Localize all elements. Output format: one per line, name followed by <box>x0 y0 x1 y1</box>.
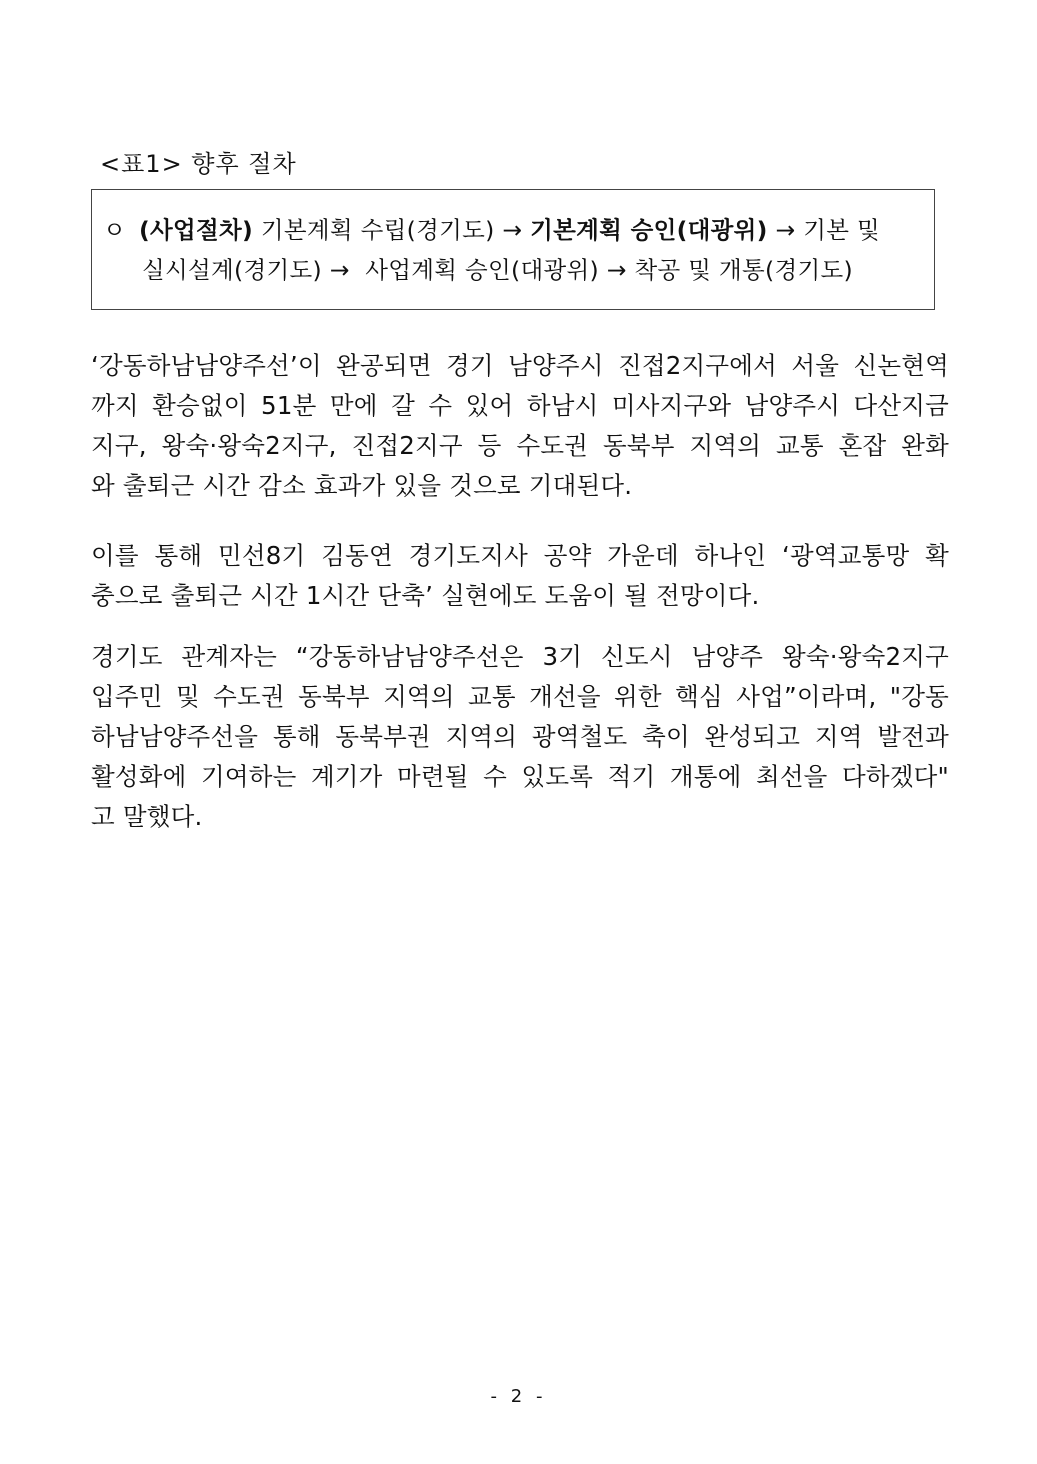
paragraph-line: 지구, 왕숙·왕숙2지구, 진접2지구 등 수도권 동북부 지역의 교통 혼잡 완화 <box>91 431 949 460</box>
procedure-line-1 <box>103 214 880 246</box>
bullet-icon: ㅇ <box>103 216 127 244</box>
procedure-line-2: 실시설계(경기도) → 사업계획 승인(대광위) → 착공 및 개통(경기도) <box>142 256 853 284</box>
paragraph-line: 입주민 및 수도권 동북부 지역의 교통 개선을 위한 핵심 사업”이라며, "강동 <box>91 682 949 711</box>
paragraph-line: 이를 통해 민선8기 김동연 경기도지사 공약 가운데 하나인 ‘광역교통망 확 <box>91 541 949 570</box>
paragraph-3 <box>91 637 949 837</box>
paragraph-line: 활성화에 기여하는 계기가 마련될 수 있도록 적기 개통에 최선을 다하겠다" <box>91 762 949 791</box>
table-caption: <표1> 향후 절차 <box>100 150 297 178</box>
paragraph-line: 와 출퇴근 시간 감소 효과가 있을 것으로 기대된다. <box>91 471 633 500</box>
paragraph-line: 고 말했다. <box>91 802 203 831</box>
procedure-box <box>91 189 935 310</box>
paragraph-line: 까지 환승없이 51분 만에 갈 수 있어 하남시 미사지구와 남양주시 다산지금 <box>91 391 949 420</box>
paragraph-2 <box>91 536 949 616</box>
procedure-label: (사업절차) <box>139 216 254 244</box>
paragraph-line: 경기도 관계자는 “강동하남남양주선은 3기 신도시 남양주 왕숙·왕숙2지구 <box>91 642 949 671</box>
paragraph-1 <box>91 346 949 506</box>
paragraph-line: 충으로 출퇴근 시간 1시간 단축’ 실현에도 도움이 될 전망이다. <box>91 581 760 610</box>
procedure-step-highlight: 기본계획 승인(대광위) <box>530 216 768 244</box>
page-number: - 2 - <box>490 1386 547 1407</box>
procedure-step-text: 기본계획 수립(경기도) → <box>253 216 531 244</box>
paragraph-line: 하남남양주선을 통해 동북부권 지역의 광역철도 축이 완성되고 지역 발전과 <box>91 722 949 751</box>
procedure-step-text: → 기본 및 <box>767 216 880 244</box>
paragraph-line: ‘강동하남남양주선’이 완공되면 경기 남양주시 진접2지구에서 서울 신논현역 <box>91 351 949 380</box>
